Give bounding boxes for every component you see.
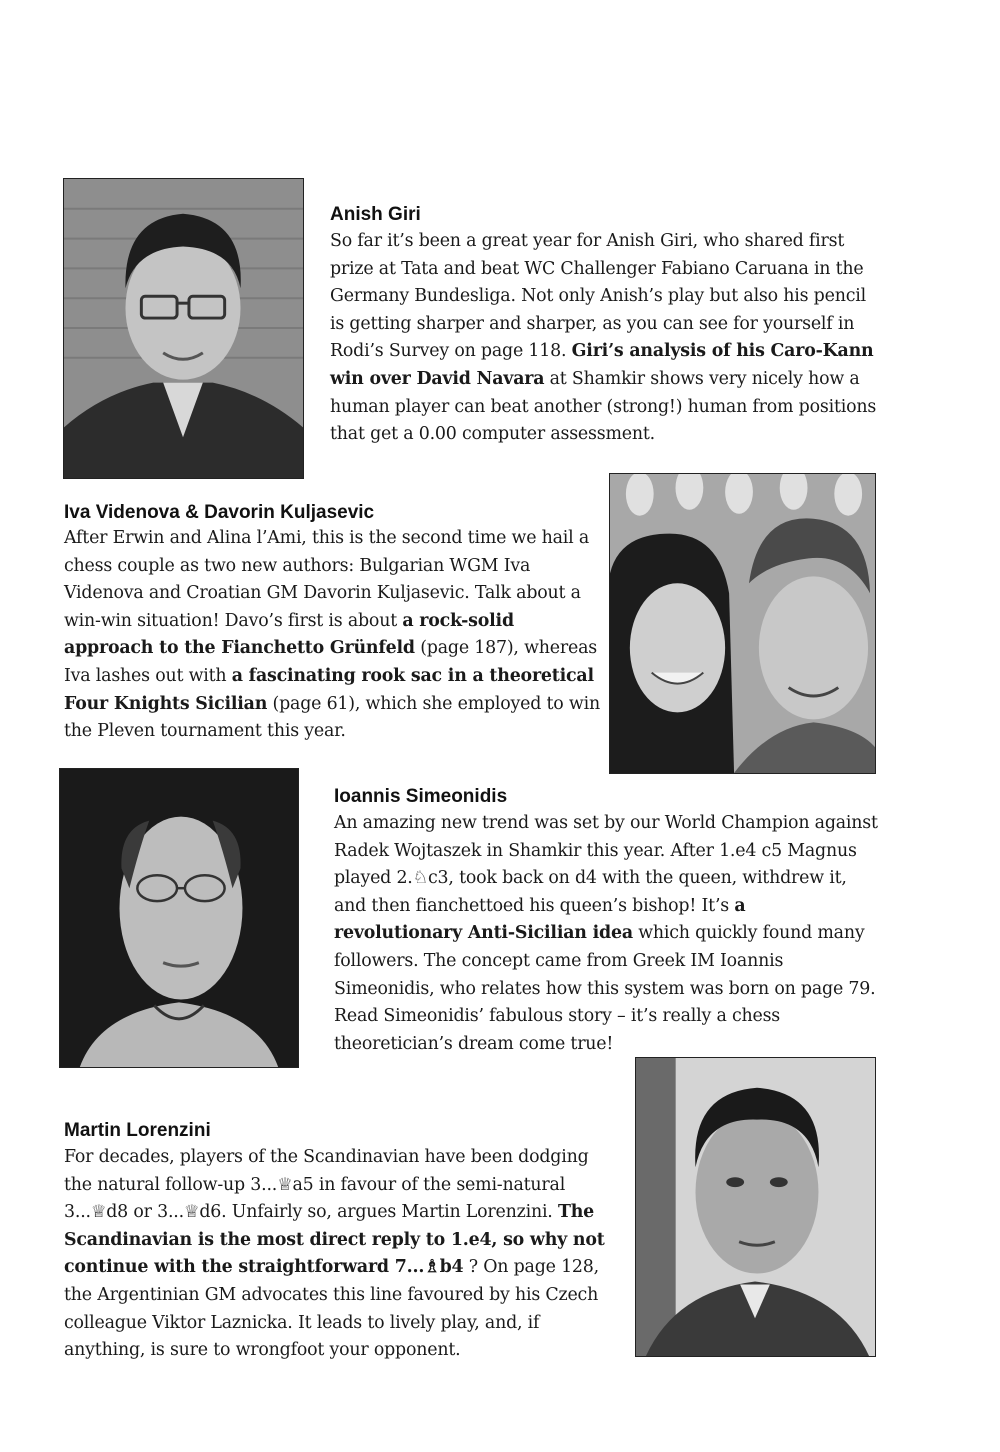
photo-ioannis-simeonidis [59, 768, 299, 1068]
author-name: Iva Videnova & Davorin Kuljasevic [64, 502, 375, 523]
author-name: Anish Giri [330, 204, 421, 225]
photo-anish-giri [63, 178, 304, 479]
bio-emphasis: Giri’s analysis of his Caro-Kann win over David Navara [330, 341, 874, 389]
bio-emphasis: The Scandinavian is the most direct reply to 1.e4, so why not continue with the straightforward 7...♗b4 [64, 1202, 605, 1278]
bio-text: which quickly found many followers. The concept came from Greek IM Ioannis Simeonidis, who relates how this system was born on page 79. Read Simeonidis’ fabulous story – it’s really a chess theoretician’s dream come true! [334, 923, 876, 1054]
photo-martin-lorenzini [635, 1057, 876, 1357]
author-bio [64, 1144, 620, 1365]
bio-text: (page 61), which she employed to win the Pleven tournament this year. [64, 693, 600, 742]
author-name: Ioannis Simeonidis [334, 786, 508, 807]
bio-text: An amazing new trend was set by our World Champion against Radek Wojtaszek in Shamkir this year. After 1.e4 c5 Magnus played 2.♘c3, took back on d4 with the queen, withdrew it, and then fianchettoed his queen’s bishop! It’s [334, 813, 878, 916]
author-bio [330, 228, 878, 449]
photo-videnova-kuljasevic [609, 473, 876, 774]
author-bio [334, 810, 879, 1058]
bio-text: So far it’s been a great year for Anish Giri, who shared first prize at Tata and beat WC Challenger Fabiano Caruana in the Germany Bundesliga. Not only Anish’s play but also his pencil is getting sharper and sharper, as you can see for yourself in Rodi’s Survey on page 118. [330, 231, 866, 362]
author-bio [64, 525, 609, 746]
bio-text: After Erwin and Alina l’Ami, this is the second time we hail a chess couple as two new authors: Bulgarian WGM Iva Videnova and Croatian GM Davorin Kuljasevic. Talk about a win-win situation! Davo’s first is about [64, 528, 590, 631]
bio-text: ? On page 128, the Argentinian GM advocates this line favoured by his Czech colleague Viktor Laznicka. It leads to lively play, and, if anything, is sure to wrongfoot your opponent. [64, 1257, 599, 1361]
bio-text: at Shamkir shows very nicely how a human player can beat another (strong!) human from positions that get a 0.00 computer assessment. [330, 368, 877, 445]
author-name: Martin Lorenzini [64, 1120, 211, 1141]
bio-emphasis: a fascinating rook sac in a theoretical Four Knights Sicilian [64, 665, 594, 714]
bio-text: For decades, players of the Scandinavian have been dodging the natural follow-up 3...♕a5 in favour of the semi-natural 3...♕d8 or 3...♕d6. Unfairly so, argues Martin Lorenzini. [64, 1147, 589, 1223]
bio-emphasis: a revolutionary Anti-Sicilian idea [334, 895, 746, 944]
bio-text: (page 187), whereas Iva lashes out with [64, 638, 597, 686]
bio-emphasis: a rock-solid approach to the Fianchetto Grünfeld [64, 610, 514, 659]
